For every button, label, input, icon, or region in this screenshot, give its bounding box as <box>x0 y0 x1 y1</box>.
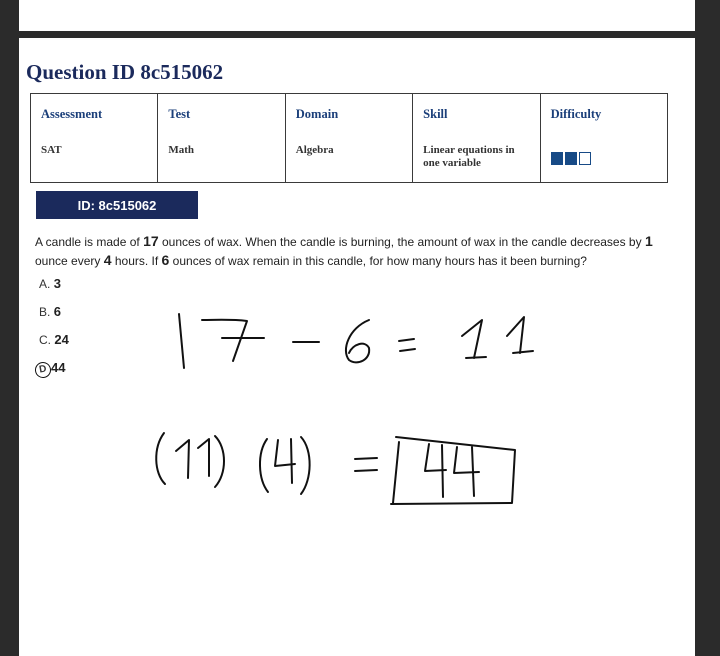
question-prompt: A candle is made of 17 ounces of wax. When the candle is burning, the amount of wax in the candle decreases by 1 ounce every 4 hours. If 6 ounces of wax remain in this candle, for how many hours has it been burning? <box>35 233 653 268</box>
answer-choice-b[interactable]: B. 6 <box>39 304 61 319</box>
page-title: Question ID 8c515062 <box>26 60 224 84</box>
answer-choice-c[interactable]: C. 24 <box>39 332 69 347</box>
meta-header-assessment: Assessment <box>41 107 103 121</box>
meta-header-difficulty: Difficulty <box>550 107 602 121</box>
meta-header-domain: Domain <box>295 107 339 121</box>
id-badge: ID: 8c515062 <box>36 191 198 219</box>
meta-value-test: Math <box>168 144 195 156</box>
previous-page-fragment <box>19 0 695 31</box>
meta-value-domain: Algebra <box>295 144 334 156</box>
answer-choice-d[interactable]: D 44 <box>35 360 65 378</box>
handwriting-line-2 <box>156 433 515 504</box>
meta-value-skill: Linear equations in one variable <box>423 144 515 169</box>
meta-header-skill: Skill <box>423 107 448 121</box>
meta-value-assessment: SAT <box>41 144 62 156</box>
meta-header-test: Test <box>168 107 191 121</box>
question-page <box>19 38 695 656</box>
handwriting-line-1 <box>179 314 533 368</box>
window-frame-right <box>695 0 720 656</box>
choice-d-circled-letter: D <box>34 361 53 380</box>
answer-choice-a[interactable]: A. 3 <box>39 276 61 291</box>
window-frame-left <box>0 0 19 656</box>
handwritten-work <box>19 38 695 656</box>
